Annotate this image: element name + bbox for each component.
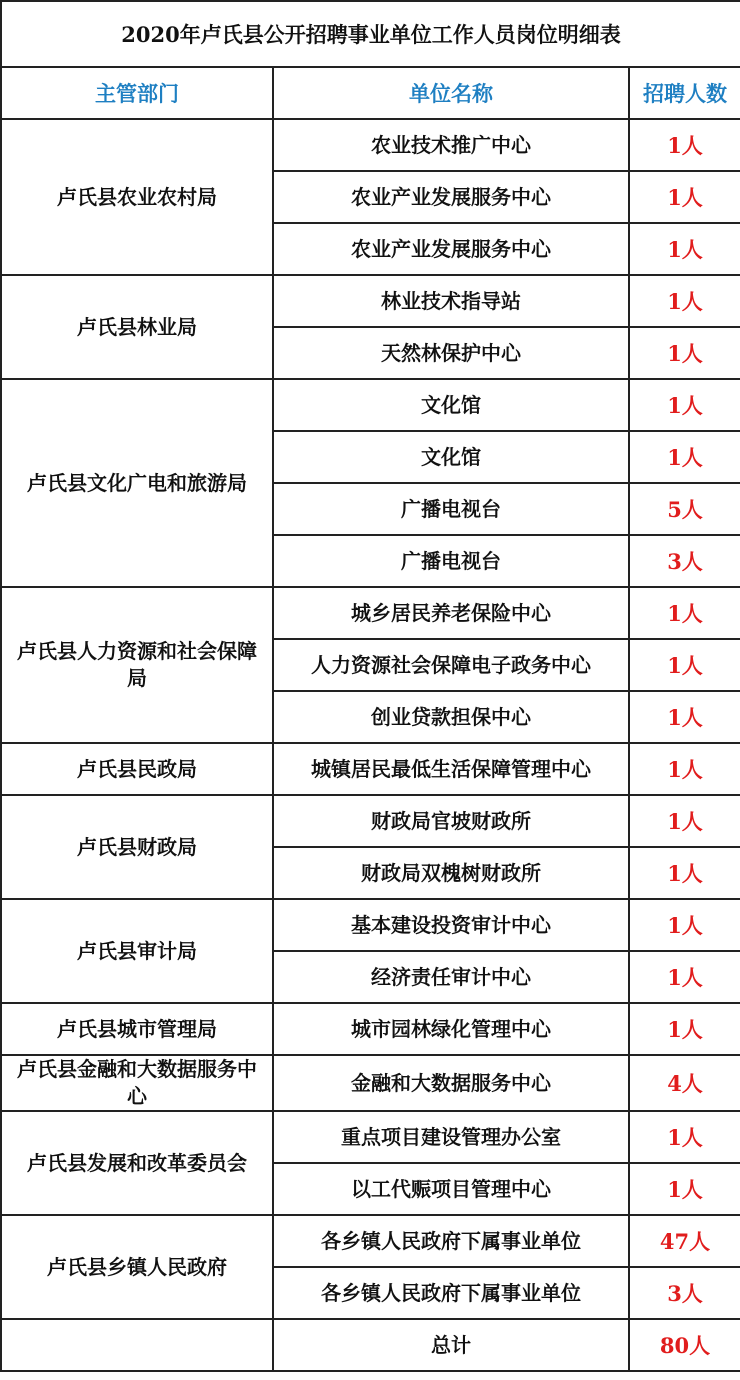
unit-cell: 文化馆: [273, 431, 629, 483]
department-cell: 卢氏县城市管理局: [1, 1003, 273, 1055]
unit-cell: 财政局官坡财政所: [273, 795, 629, 847]
count-cell: 1人: [629, 327, 740, 379]
count-cell: 4人: [629, 1055, 740, 1111]
count-cell: 1人: [629, 1111, 740, 1163]
department-cell: 卢氏县乡镇人民政府: [1, 1215, 273, 1319]
count-cell: 1人: [629, 691, 740, 743]
department-cell: 卢氏县人力资源和社会保障局: [1, 587, 273, 743]
unit-cell: 农业产业发展服务中心: [273, 171, 629, 223]
unit-cell: 创业贷款担保中心: [273, 691, 629, 743]
department-cell: 卢氏县文化广电和旅游局: [1, 379, 273, 587]
count-cell: 47人: [629, 1215, 740, 1267]
unit-cell: 人力资源社会保障电子政务中心: [273, 639, 629, 691]
table-row: [1, 795, 740, 847]
count-cell: 1人: [629, 951, 740, 1003]
department-cell: 卢氏县林业局: [1, 275, 273, 379]
table-row: [1, 1055, 740, 1111]
unit-cell: 金融和大数据服务中心: [273, 1055, 629, 1111]
unit-cell: 各乡镇人民政府下属事业单位: [273, 1215, 629, 1267]
unit-cell: 城镇居民最低生活保障管理中心: [273, 743, 629, 795]
header-count: 招聘人数: [629, 67, 740, 119]
unit-cell: 以工代赈项目管理中心: [273, 1163, 629, 1215]
unit-cell: 各乡镇人民政府下属事业单位: [273, 1267, 629, 1319]
table-row: [1, 1003, 740, 1055]
table-row: [1, 379, 740, 431]
header-department: 主管部门: [1, 67, 273, 119]
count-cell: 3人: [629, 535, 740, 587]
unit-cell: 基本建设投资审计中心: [273, 899, 629, 951]
table-row: [1, 1111, 740, 1163]
count-cell: 1人: [629, 587, 740, 639]
title-row: [1, 1, 740, 67]
count-cell: 3人: [629, 1267, 740, 1319]
department-cell: 卢氏县发展和改革委员会: [1, 1111, 273, 1215]
count-cell: 1人: [629, 639, 740, 691]
unit-cell: 财政局双槐树财政所: [273, 847, 629, 899]
count-cell: 1人: [629, 171, 740, 223]
count-cell: 5人: [629, 483, 740, 535]
unit-cell: 林业技术指导站: [273, 275, 629, 327]
unit-cell: 城市园林绿化管理中心: [273, 1003, 629, 1055]
count-cell: 1人: [629, 379, 740, 431]
department-cell: 卢氏县农业农村局: [1, 119, 273, 275]
unit-cell: 重点项目建设管理办公室: [273, 1111, 629, 1163]
table-row: [1, 587, 740, 639]
department-cell: 卢氏县民政局: [1, 743, 273, 795]
unit-cell: 农业技术推广中心: [273, 119, 629, 171]
department-cell: 卢氏县审计局: [1, 899, 273, 1003]
table-row: [1, 743, 740, 795]
unit-cell: 文化馆: [273, 379, 629, 431]
table-row: [1, 119, 740, 171]
department-cell: 卢氏县财政局: [1, 795, 273, 899]
table-row: [1, 899, 740, 951]
unit-cell: 广播电视台: [273, 535, 629, 587]
unit-cell: 天然林保护中心: [273, 327, 629, 379]
count-cell: 1人: [629, 899, 740, 951]
total-empty-cell: [1, 1319, 273, 1371]
count-cell: 1人: [629, 275, 740, 327]
count-cell: 1人: [629, 431, 740, 483]
unit-cell: 经济责任审计中心: [273, 951, 629, 1003]
table-row: [1, 275, 740, 327]
unit-cell: 城乡居民养老保险中心: [273, 587, 629, 639]
unit-cell: 广播电视台: [273, 483, 629, 535]
header-unit: 单位名称: [273, 67, 629, 119]
total-count: 80人: [629, 1319, 740, 1371]
header-row: [1, 67, 740, 119]
total-row: [1, 1319, 740, 1371]
count-cell: 1人: [629, 119, 740, 171]
table-row: [1, 1215, 740, 1267]
count-cell: 1人: [629, 223, 740, 275]
count-cell: 1人: [629, 1003, 740, 1055]
count-cell: 1人: [629, 847, 740, 899]
table-title: 2020年卢氏县公开招聘事业单位工作人员岗位明细表: [1, 1, 740, 67]
department-cell: 卢氏县金融和大数据服务中心: [1, 1055, 273, 1111]
count-cell: 1人: [629, 1163, 740, 1215]
total-label: 总计: [273, 1319, 629, 1371]
unit-cell: 农业产业发展服务中心: [273, 223, 629, 275]
count-cell: 1人: [629, 743, 740, 795]
count-cell: 1人: [629, 795, 740, 847]
